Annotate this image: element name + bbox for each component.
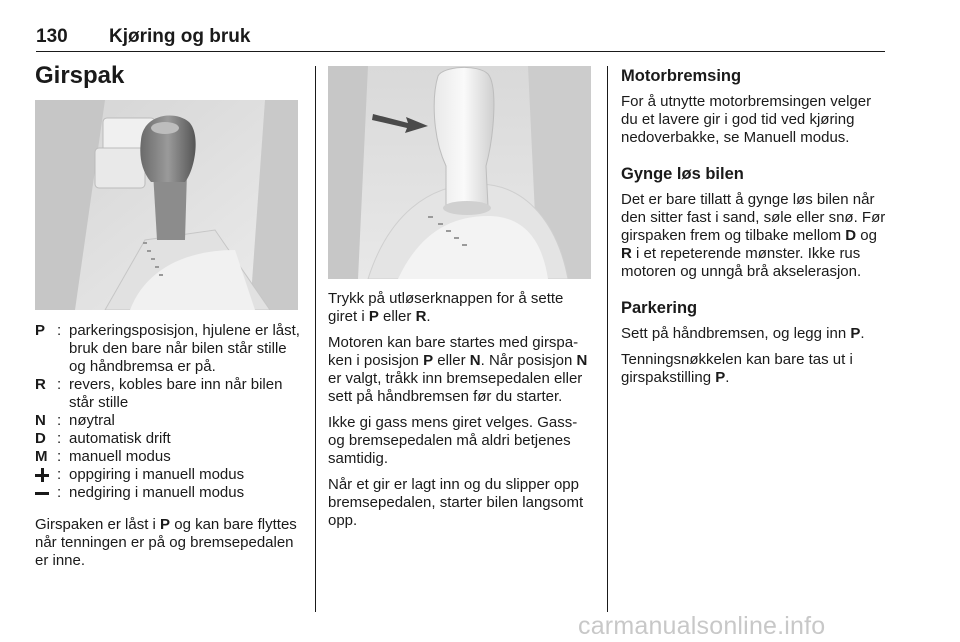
paragraph: Trykk på utløserknappen for å sette giret i P eller R. [328,290,564,325]
paragraph: Det er bare tillatt å gynge løs bilen når den sitter fast i sand, søle eller snø. Før girspaken frem og tilbake mellom D og R i et repeterende mønster. Ikke rus motoren og unngå brå akselerasjon. [621,191,886,280]
plus-icon [35,468,49,482]
paragraph: Ikke gi gass mens giret velges. Gass- og bremsepedalen må aldri betjenes samtidig. [328,414,578,467]
paragraph: For å utnytte motorbremsingen velger du et lavere gir i god tid ved kjøring nedoverbakke, se Manuell modus. [621,93,872,146]
list-item: D : automatisk drift [35,430,305,448]
gear-key: P [35,322,46,339]
page-header [36,26,885,52]
paragraph: Når et gir er lagt inn og du slipper opp bremsepedalen, starter bilen langsomt opp. [328,476,584,529]
gear-description: nøytral [69,412,115,429]
release-button-photo [328,66,591,279]
paragraph: Motoren kan bare startes med girspaken i posisjon P eller N. Når posisjon N er valgt, tråkk inn bremsepedalen eller sett på håndbremsen før du starter. [328,334,588,405]
gear-lever-photo [35,100,298,310]
list-item: P : parkeringsposisjon, hjulene er låst, bruk den bare når bilen står stille og håndbremsa er på. [35,322,305,376]
subheading: Motorbremsing [621,67,742,85]
middle-column [328,290,590,538]
gear-description: manuell modus [69,448,171,465]
list-item: : oppgiring i manuell modus [35,466,305,484]
gear-key: D [35,430,46,447]
gear-description: oppgiring i manuell modus [69,466,245,483]
chapter-title: Kjøring og bruk [109,26,251,47]
gear-description: nedgiring i manuell modus [69,484,245,501]
gear-description: automatisk drift [69,430,171,447]
paragraph: Sett på håndbremsen, og legg inn P. [621,325,865,342]
left-column-text [35,322,305,578]
gear-key: R [35,376,46,393]
list-item: M : manuell modus [35,448,305,466]
left-column [35,62,305,90]
list-item: N : nøytral [35,412,305,430]
watermark: carmanualsonline.info [578,612,826,640]
subheading: Gynge løs bilen [621,165,744,183]
minus-icon [35,486,49,500]
page-number: 130 [36,26,68,47]
gear-key: N [35,412,46,429]
subheading: Parkering [621,299,698,317]
release-button-illustration [328,66,591,279]
gear-description: parkeringsposisjon, hjulene er låst, bruk den bare når bilen står stille og håndbremsa er på. [69,322,300,375]
gear-description: revers, kobles bare inn når bilen står stille [69,376,283,411]
column-divider [607,66,608,612]
gear-key: M [35,448,48,465]
paragraph: Girspaken er låst i P og kan bare flyttes når tenningen er på og bremsepedalen er inne. [35,516,297,569]
paragraph: Tenningsnøkkelen kan bare tas ut i girspakstilling P. [621,351,853,386]
list-item: : nedgiring i manuell modus [35,484,305,502]
right-column [621,66,889,395]
list-item: R : revers, kobles bare inn når bilen står stille [35,376,305,412]
column-divider [315,66,316,612]
section-title: Girspak [35,62,125,89]
gear-position-list [35,322,305,502]
gear-lever-illustration [35,100,298,310]
